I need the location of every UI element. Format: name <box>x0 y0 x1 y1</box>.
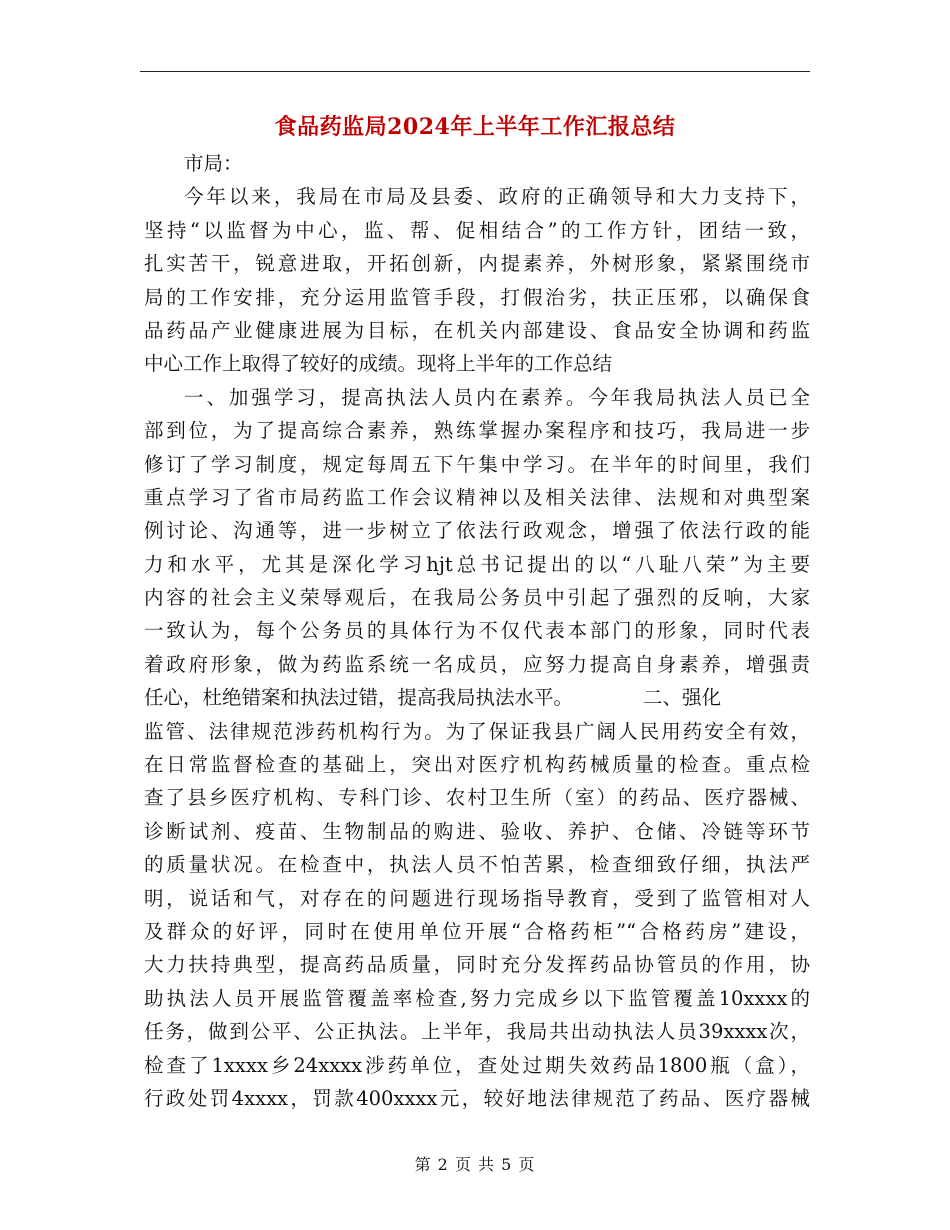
paragraph-line: 局的工作安排，充分运用监管手段，打假治劣，扶正压邪，以确保食 <box>144 285 810 309</box>
paragraph-line: 任务，做到公平、公正执法。上半年，我局共出动执法人员39xxxx次， <box>144 1020 810 1044</box>
paragraph-line: 行政处罚4xxxx，罚款400xxxx元，较好地法律规范了药品、医疗器械 <box>144 1086 810 1110</box>
paragraph-line: 中心工作上取得了较好的成绩。现将上半年的工作总结 <box>144 352 613 376</box>
paragraph-line: 查了县乡医疗机构、专科门诊、农村卫生所（室）的药品、医疗器械、 <box>144 786 810 810</box>
salutation: 市局： <box>184 152 243 175</box>
paragraph-line: 今年以来，我局在市局及县委、政府的正确领导和大力支持下， <box>184 185 810 209</box>
paragraph-line: 大力扶持典型，提高药品质量，同时充分发挥药品协管员的作用，协 <box>144 953 810 977</box>
paragraph-line: 明，说话和气，对存在的问题进行现场指导教育，受到了监管相对人 <box>144 886 810 910</box>
paragraph-line: 着政府形象，做为药监系统一名成员，应努力提高自身素养，增强责 <box>144 652 810 676</box>
paragraph-line: 例讨论、沟通等，进一步树立了依法行政观念，增强了依法行政的能 <box>144 519 810 543</box>
paragraph-line: 部到位，为了提高综合素养，熟练掌握办案程序和技巧，我局进一步 <box>144 419 810 443</box>
paragraph-line: 扎实苦干，锐意进取，开拓创新，内提素养，外树形象，紧紧围绕市 <box>144 252 810 276</box>
paragraph-line: 助执法人员开展监管覆盖率检查,努力完成乡以下监管覆盖10xxxx的 <box>144 986 810 1010</box>
paragraph-line: 一致认为，每个公务员的具体行为不仅代表本部门的形象，同时代表 <box>144 619 810 643</box>
paragraph-line: 诊断试剂、疫苗、生物制品的购进、验收、养护、仓储、冷链等环节 <box>144 819 810 843</box>
paragraph-line-head: 任心，杜绝错案和执法过错，提高我局执法水平。 <box>144 686 574 710</box>
paragraph-line: 的质量状况。在检查中，执法人员不怕苦累，检查细致仔细，执法严 <box>144 853 810 877</box>
paragraph-line: 检查了1xxxx乡24xxxx涉药单位，查处过期失效药品1800瓶（盒）， <box>144 1053 810 1077</box>
paragraph-line: 品药品产业健康进展为目标，在机关内部建设、食品安全协调和药监 <box>144 318 810 342</box>
paragraph-line: 修订了学习制度，规定每周五下午集中学习。在半年的时间里，我们 <box>144 452 810 476</box>
paragraph-line-mixed <box>144 681 810 714</box>
paragraph-line: 重点学习了省市局药监工作会议精神以及相关法律、法规和对典型案 <box>144 485 810 509</box>
paragraph-line: 及群众的好评，同时在使用单位开展“合格药柜”“合格药房”建设， <box>144 919 810 943</box>
paragraph-line: 力和水平，尤其是深化学习hjt总书记提出的以“八耻八荣”为主要 <box>144 552 810 576</box>
page-number: 第 2 页 共 5 页 <box>414 1155 536 1174</box>
document-body <box>144 147 810 1115</box>
paragraph-line: 一、加强学习，提高执法人员内在素养。今年我局执法人员已全 <box>184 385 810 409</box>
paragraph-line: 内容的社会主义荣辱观后，在我局公务员中引起了强烈的反响，大家 <box>144 586 810 610</box>
document-title: 食品药监局2024年上半年工作汇报总结 <box>274 114 676 140</box>
section-heading-start: 二、强化 <box>643 686 722 710</box>
paragraph-line: 坚持“以监督为中心，监、帮、促相结合”的工作方针，团结一致， <box>144 218 810 242</box>
paragraph-line: 在日常监督检查的基础上，突出对医疗机构药械质量的检查。重点检 <box>144 753 810 777</box>
header-rule <box>140 71 810 72</box>
paragraph-line: 监管、法律规范涉药机构行为。为了保证我县广阔人民用药安全有效， <box>144 719 810 743</box>
